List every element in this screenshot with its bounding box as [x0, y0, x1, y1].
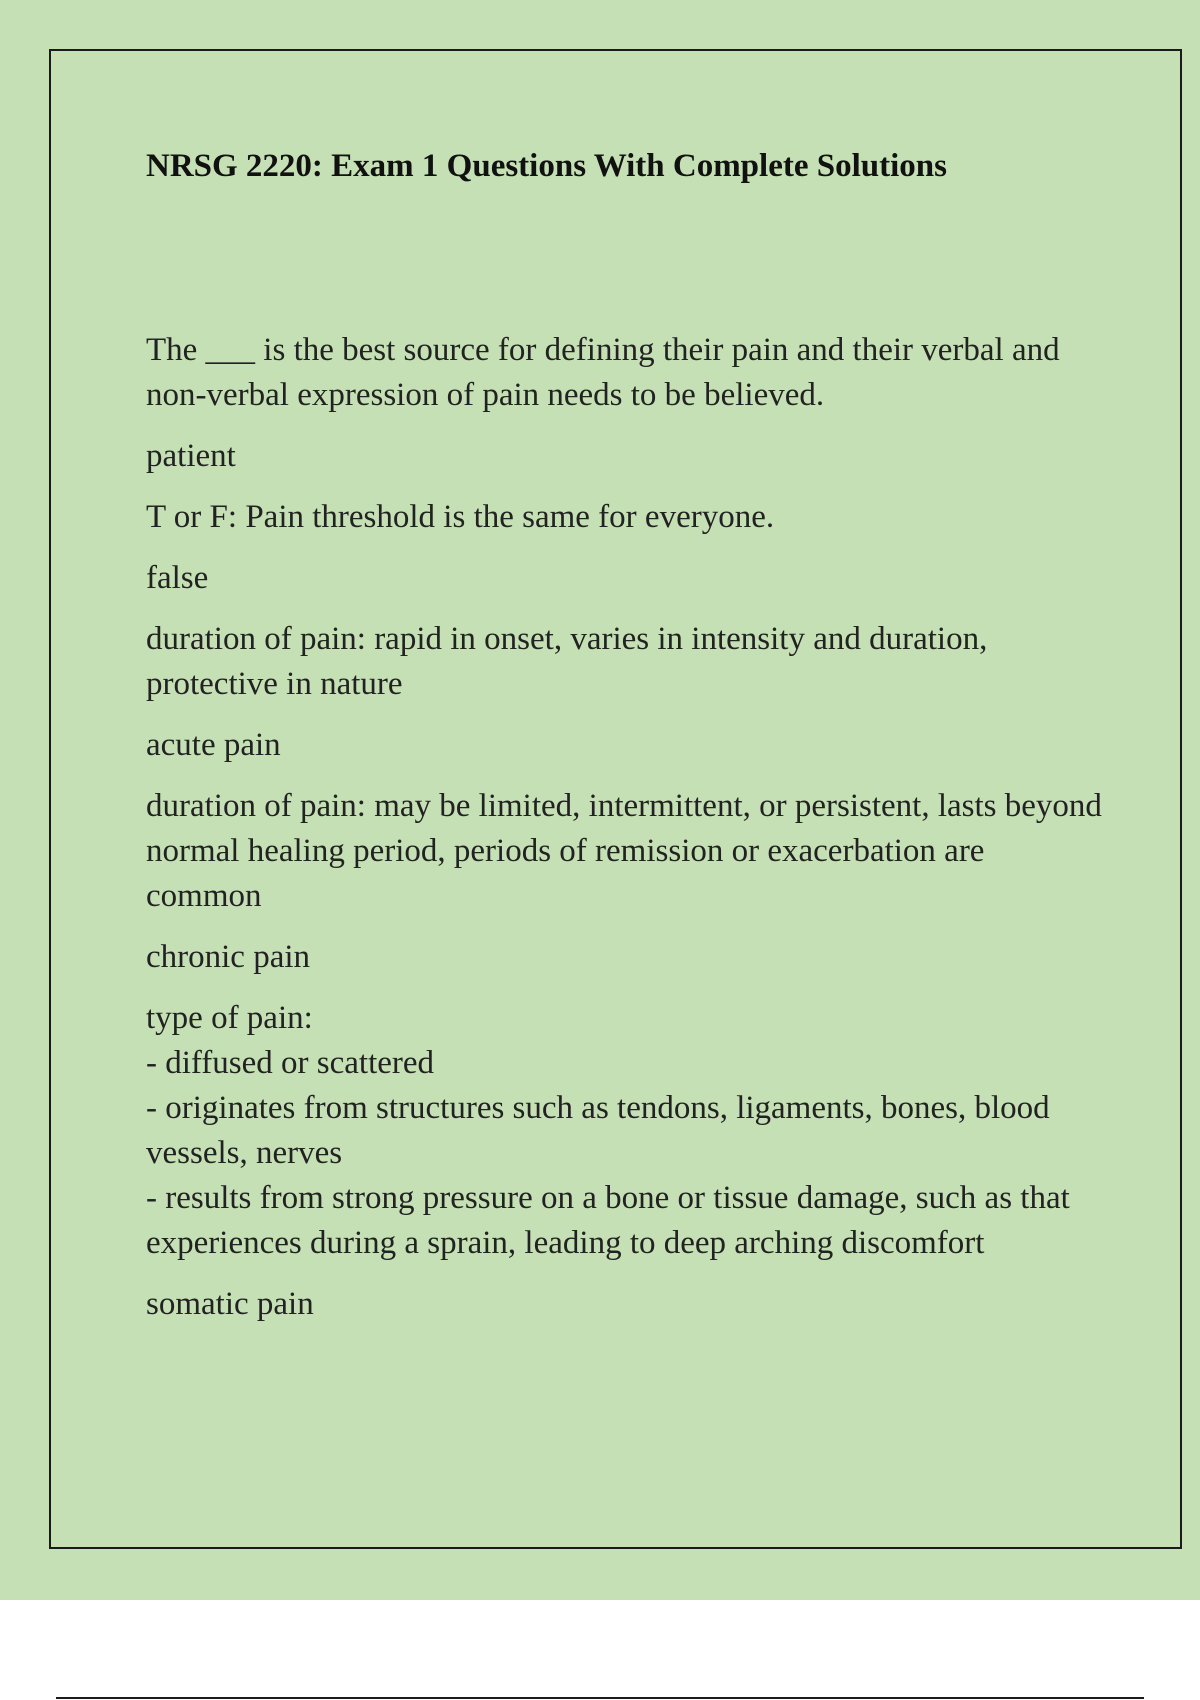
question-1: The ___ is the best source for defining their pain and their verbal and non-verbal expression of pain needs to be believed.: [146, 332, 1060, 413]
answer-4: chronic pain: [146, 939, 311, 975]
question-3: duration of pain: rapid in onset, varies in intensity and duration, protective in nature: [146, 621, 988, 702]
document-title: NRSG 2220: Exam 1 Questions With Complete Solutions: [146, 148, 947, 184]
footer-divider: [56, 1697, 1144, 1699]
answer-5: somatic pain: [146, 1286, 314, 1322]
question-4: duration of pain: may be limited, intermittent, or persistent, lasts beyond normal healing period, periods of remission or exacerbation are common: [146, 788, 1102, 914]
question-2: T or F: Pain threshold is the same for everyone.: [146, 499, 775, 535]
answer-1: patient: [146, 438, 236, 474]
answer-2: false: [146, 560, 209, 596]
question-answer-list: [146, 328, 1106, 1343]
answer-3: acute pain: [146, 727, 281, 763]
question-5: type of pain: - diffused or scattered - originates from structures such as tendons, ligaments, bones, blood vessels, nerves - results from strong pressure on a bone or tissue damage, such as that experiences during a sprain, leading to deep arching discomfort: [146, 1000, 1070, 1261]
